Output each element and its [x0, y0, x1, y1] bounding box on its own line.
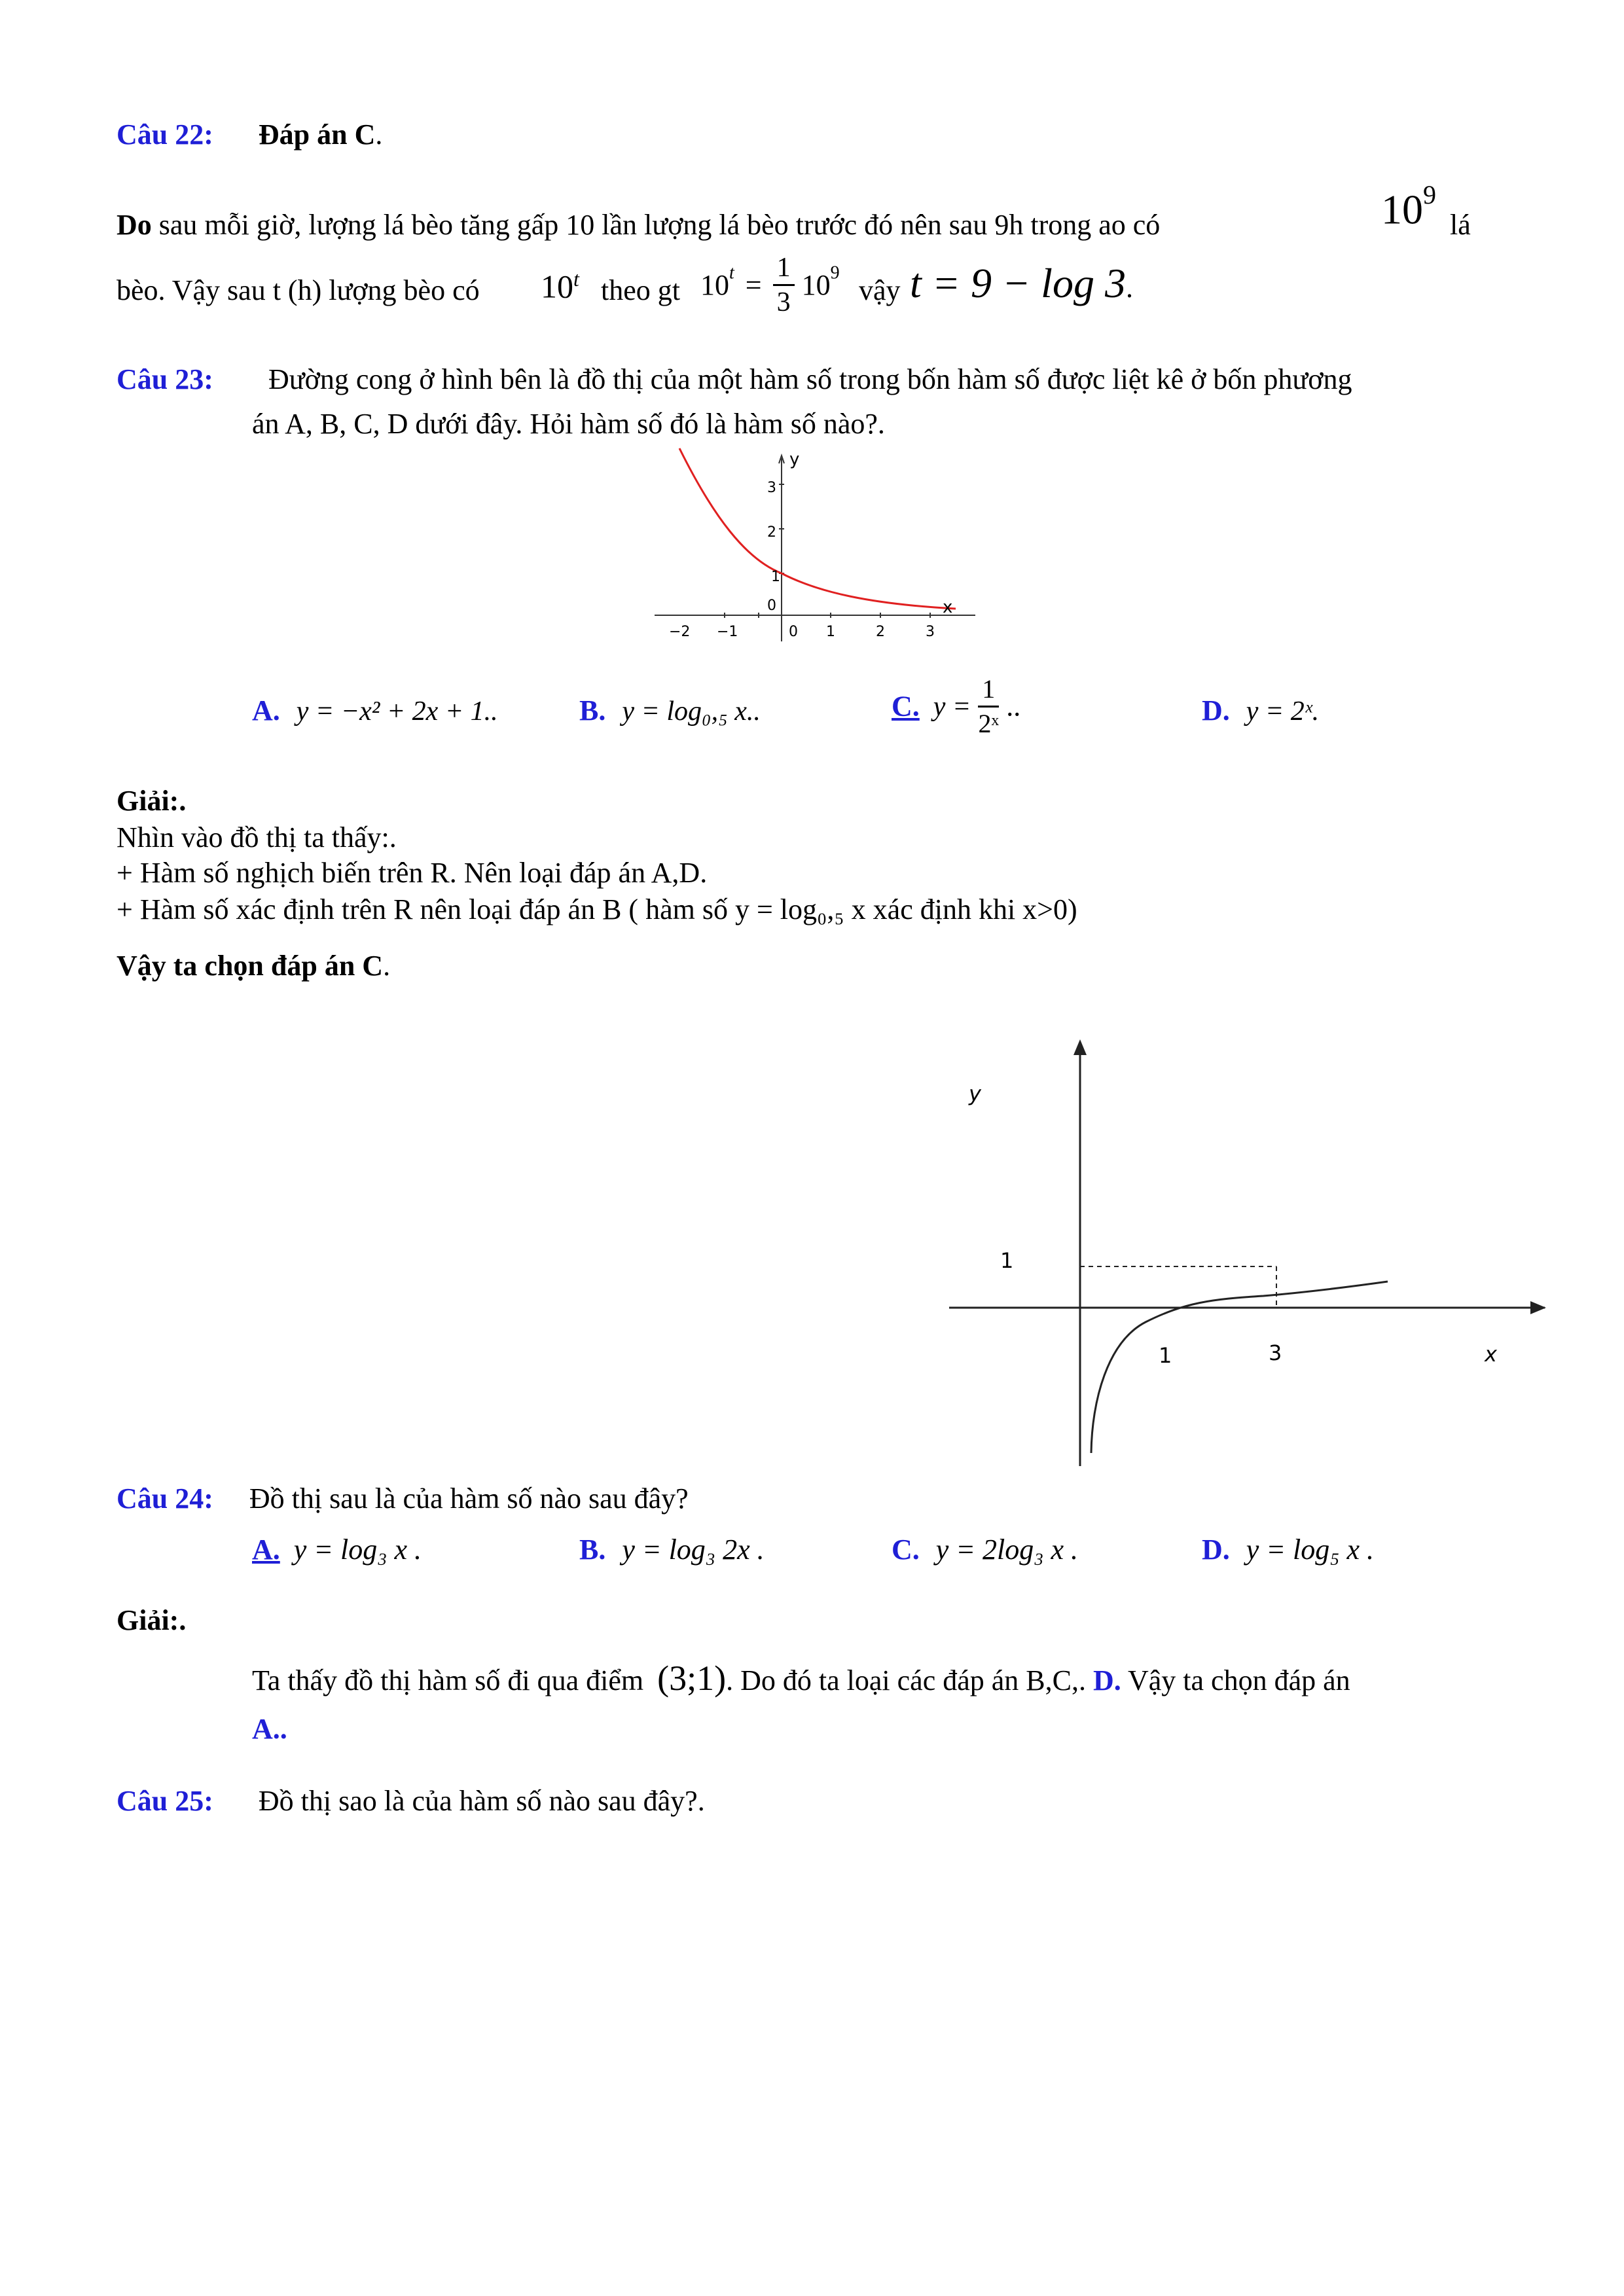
- q23-solution-line2: + Hàm số nghịch biến trên R. Nên loại đáp án A,D.: [117, 857, 708, 889]
- q24-option-d[interactable]: D. y = log₅ x .: [1202, 1534, 1375, 1566]
- q23-solution-label: Giải:.: [117, 785, 187, 817]
- q23-ytick-2: 2: [767, 524, 776, 541]
- q23-solution-line3: + Hàm số xác định trên R nên loại đáp án B ( hàm số y = log₀,₅ x xác định khi x>0): [117, 893, 1077, 925]
- q24-graph: [936, 1034, 1564, 1473]
- q22-label: Câu 22:: [117, 118, 213, 151]
- q23-conclusion: Vậy ta chọn đáp án C.: [117, 950, 391, 982]
- q23-xtick-m2: −2: [669, 624, 691, 640]
- q23-option-c[interactable]: C. y = $\frac{1}{\text{2ˣ}}$ ..: [892, 674, 1021, 738]
- q24-solution-label: Giải:.: [117, 1604, 187, 1636]
- q22-la: lá: [1450, 209, 1471, 241]
- q22-line1-text: sau mỗi giờ, lượng lá bèo tăng gấp 10 lần lượng lá bèo trước đó nên sau 9h trong ao có: [151, 209, 1161, 241]
- q25-label: Câu 25:: [117, 1785, 213, 1817]
- q24-ytick-1: 1: [1000, 1248, 1014, 1273]
- q23-y-label: y: [789, 450, 800, 469]
- q24-stem: Đồ thị sau là của hàm số nào sau đây?: [249, 1482, 689, 1515]
- q23-label: Câu 23:: [117, 363, 213, 395]
- q23-graph: [655, 445, 982, 655]
- q23-xtick-2: 2: [876, 624, 885, 640]
- q23-xtick-0: 0: [789, 624, 798, 640]
- q23-option-b[interactable]: B. y = log₀,₅ x..: [579, 694, 761, 726]
- q22-equation: 10$^t$ = $\frac{1}{3}$ $10^9$: [700, 253, 840, 317]
- q22-result: t = 9 − log 3.: [910, 260, 1133, 306]
- q22-answer: Đáp án C: [258, 118, 376, 151]
- q23-ytick-1: 1: [771, 569, 780, 585]
- q22-10-9: $10^9$: [1381, 180, 1436, 233]
- q24-header: [117, 1480, 689, 1517]
- q23-origin: 0: [767, 598, 776, 614]
- q23-xtick-1: 1: [826, 624, 835, 640]
- q24-xtick-3: 3: [1269, 1340, 1282, 1365]
- q24-y-arrow: [1074, 1039, 1087, 1055]
- q22-10t: 10$^t$: [541, 267, 579, 305]
- q24-y-label: y: [969, 1081, 981, 1106]
- q24-xtick-1: 1: [1159, 1343, 1172, 1368]
- q22-theo-gt: theo gt: [601, 274, 680, 306]
- q23-stem-line2: án A, B, C, D dưới đây. Hỏi hàm số đó là hàm số nào?.: [252, 408, 885, 440]
- q23-stem-line1: Đường cong ở hình bên là đồ thị của một hàm số trong bốn hàm số được liệt kê ở bốn phương: [268, 363, 1352, 395]
- q22-do: Do: [117, 209, 152, 241]
- q25-stem: Đồ thị sao là của hàm số nào sau đây?.: [258, 1785, 705, 1817]
- q24-solution-d: D.: [1092, 1664, 1121, 1696]
- q23-option-a[interactable]: A. y = −x² + 2x + 1..: [252, 694, 498, 726]
- q22-header: Câu 22: Đáp án C.: [117, 118, 383, 151]
- q22-vay: vậy: [859, 274, 901, 306]
- q24-label: Câu 24:: [117, 1482, 213, 1515]
- q22-line2a: bèo. Vậy sau t (h) lượng bèo có: [117, 274, 480, 306]
- q23-curve: [679, 448, 956, 609]
- q23-solution-line1: Nhìn vào đồ thị ta thấy:.: [117, 821, 397, 853]
- q23-x-label: x: [943, 598, 953, 617]
- q24-option-c[interactable]: C. y = 2log₃ x .: [892, 1534, 1079, 1566]
- q24-point: (3;1): [657, 1659, 727, 1698]
- q24-option-b[interactable]: B. y = log₃ 2x .: [579, 1534, 765, 1566]
- q23-option-d[interactable]: D. y = 2ˣ.: [1202, 694, 1320, 726]
- q24-solution-line1: Ta thấy đồ thị hàm số đi qua điểm (3;1). Do đó ta loại các đáp án B,C,. D. Vậy ta chọn đáp án: [252, 1659, 1350, 1698]
- q24-x-arrow: [1530, 1301, 1546, 1314]
- q24-option-a[interactable]: A. y = log₃ x .: [252, 1534, 422, 1566]
- q24-x-label: x: [1485, 1342, 1497, 1367]
- q25-header: [117, 1783, 705, 1820]
- q24-solution-line2: A..: [252, 1713, 287, 1745]
- q23-xtick-m1: −1: [717, 624, 738, 640]
- q23-xtick-3: 3: [926, 624, 935, 640]
- q23-ytick-3: 3: [767, 480, 776, 496]
- q22-line1: [117, 207, 1507, 243]
